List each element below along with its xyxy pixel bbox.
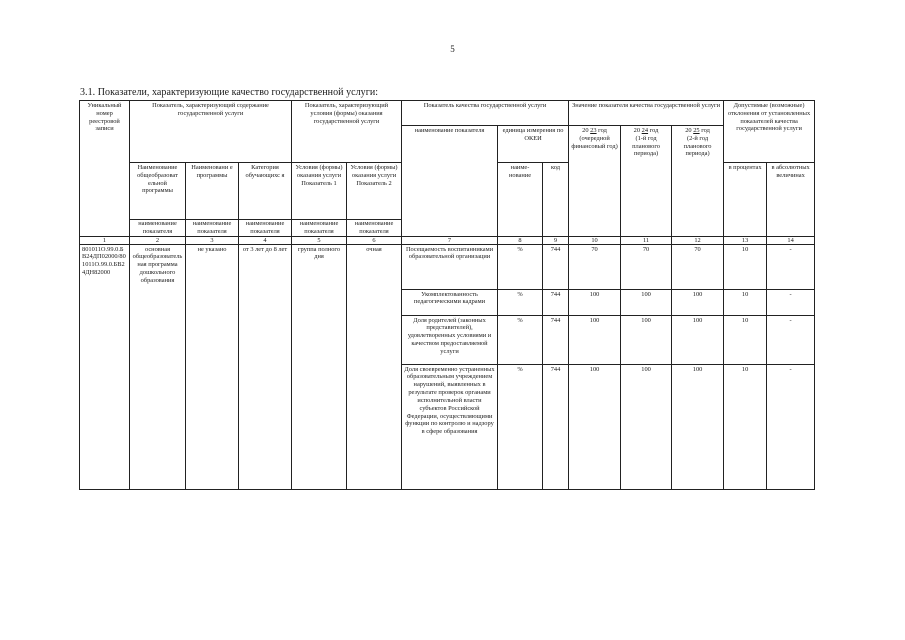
year-3-desc: (2-й год планового периода) bbox=[683, 134, 712, 158]
header-content-indicator: Показатель, характеризующий содержание государственной услуги bbox=[130, 101, 292, 163]
year-3-value: 25 bbox=[693, 127, 700, 134]
record-category: от 3 лет до 8 лет bbox=[239, 244, 292, 489]
year-1-value: 23 bbox=[590, 127, 597, 134]
column-number: 11 bbox=[621, 236, 672, 244]
header-unit-name: наиме- нование bbox=[498, 163, 543, 237]
indicator-code: 744 bbox=[543, 364, 569, 489]
column-number: 8 bbox=[498, 236, 543, 244]
header-unique-number: Уникальный номер реестровой записи bbox=[80, 101, 130, 237]
indicator-year-2: 100 bbox=[621, 364, 672, 489]
indicator-unit: % bbox=[498, 364, 543, 489]
section-title: 3.1. Показатели, характеризующие качество государственной услуги: bbox=[80, 87, 379, 98]
record-condition-2: очная bbox=[347, 244, 402, 489]
indicator-deviation-percent: 10 bbox=[724, 289, 767, 315]
header-name-of-indicator-3: наименование показателя bbox=[186, 220, 239, 237]
header-year-1 bbox=[569, 126, 621, 237]
header-deviation: Допустимые (возможные) отклонения от установленных показателей качества государственной услуги bbox=[724, 101, 815, 163]
indicator-name: Доля родителей (законных представителей), удовлетворенных условиями и качеством предоставляемой услуги bbox=[402, 315, 498, 364]
header-in-percent: в процентах bbox=[724, 163, 767, 237]
indicator-code: 744 bbox=[543, 289, 569, 315]
header-indicator-name: наименование показателя bbox=[402, 126, 498, 237]
record-unique-number: 801011О.99.0.БВ24ДП02000/801011О.99.0.БВ24ДН82000 bbox=[80, 244, 130, 489]
indicator-deviation-absolute: - bbox=[767, 364, 815, 489]
indicator-name: Доля своевременно устраненных образовательным учреждением нарушений, выявленных в результате проверок органами исполнительной власти субъектов Российской Федерации, осуществляющими функции по контролю и надзору в сфере образования bbox=[402, 364, 498, 489]
indicator-code: 744 bbox=[543, 315, 569, 364]
quality-indicators-table bbox=[79, 100, 815, 490]
year-1-prefix: 20 bbox=[582, 127, 589, 134]
header-row-1 bbox=[80, 101, 815, 126]
indicator-year-3: 70 bbox=[672, 244, 724, 289]
header-condition-indicator: Показатель, характеризующий условия (формы) оказания государственной услуги bbox=[292, 101, 402, 163]
record-program-type: не указано bbox=[186, 244, 239, 489]
indicator-unit: % bbox=[498, 244, 543, 289]
indicator-year-3: 100 bbox=[672, 315, 724, 364]
record-condition-1: группа полного дня bbox=[292, 244, 347, 489]
indicator-year-2: 70 bbox=[621, 244, 672, 289]
header-quality-value: Значение показателя качества государственной услуги bbox=[569, 101, 724, 126]
indicator-unit: % bbox=[498, 315, 543, 364]
indicator-year-1: 70 bbox=[569, 244, 621, 289]
column-number: 3 bbox=[186, 236, 239, 244]
header-in-absolute: в абсолютных величинах bbox=[767, 163, 815, 237]
header-program-name: Наименование общеобразоват ельной программы bbox=[130, 163, 186, 220]
indicator-code: 744 bbox=[543, 244, 569, 289]
year-1-desc: (очередной финансовый год) bbox=[571, 134, 618, 150]
indicator-name: Укомплектованность педагогическими кадрами bbox=[402, 289, 498, 315]
header-name-of-indicator-4: наименование показателя bbox=[239, 220, 292, 237]
column-number: 4 bbox=[239, 236, 292, 244]
column-number: 1 bbox=[80, 236, 130, 244]
indicator-year-1: 100 bbox=[569, 289, 621, 315]
column-number: 9 bbox=[543, 236, 569, 244]
page-number: 5 bbox=[450, 44, 455, 54]
header-program-type: Наименовани е программы bbox=[186, 163, 239, 220]
record-program: основная общеобразовательная программа дошкольного образования bbox=[130, 244, 186, 489]
year-2-suffix: год bbox=[649, 127, 659, 134]
indicator-deviation-absolute: - bbox=[767, 315, 815, 364]
indicator-year-1: 100 bbox=[569, 364, 621, 489]
header-quality-indicator: Показатель качества государственной услуги bbox=[402, 101, 569, 126]
header-category: Категория обучающихс я bbox=[239, 163, 292, 220]
column-number: 14 bbox=[767, 236, 815, 244]
indicator-deviation-percent: 10 bbox=[724, 315, 767, 364]
header-condition-2: Условия (формы) оказания услуги Показатель 2 bbox=[347, 163, 402, 220]
table-row bbox=[80, 244, 815, 289]
header-year-2 bbox=[621, 126, 672, 237]
indicator-deviation-percent: 10 bbox=[724, 364, 767, 489]
column-number: 2 bbox=[130, 236, 186, 244]
indicator-year-2: 100 bbox=[621, 289, 672, 315]
header-name-of-indicator-6: наименование показателя bbox=[347, 220, 402, 237]
column-number: 6 bbox=[347, 236, 402, 244]
column-number: 5 bbox=[292, 236, 347, 244]
year-2-desc: (1-й год планового периода) bbox=[632, 134, 660, 158]
indicator-deviation-absolute: - bbox=[767, 289, 815, 315]
indicator-name: Посещаемость воспитанниками образовательной организации bbox=[402, 244, 498, 289]
header-unit-code: код bbox=[543, 163, 569, 237]
indicator-year-1: 100 bbox=[569, 315, 621, 364]
column-number: 13 bbox=[724, 236, 767, 244]
column-number: 10 bbox=[569, 236, 621, 244]
column-number: 7 bbox=[402, 236, 498, 244]
header-name-of-indicator-2: наименование показателя bbox=[130, 220, 186, 237]
column-number-row bbox=[80, 236, 815, 244]
indicator-year-3: 100 bbox=[672, 289, 724, 315]
year-2-value: 24 bbox=[641, 127, 649, 134]
indicator-deviation-percent: 10 bbox=[724, 244, 767, 289]
indicator-deviation-absolute: - bbox=[767, 244, 815, 289]
header-condition-1: Условия (формы) оказания услуги Показатель 1 bbox=[292, 163, 347, 220]
header-year-3 bbox=[672, 126, 724, 237]
header-name-of-indicator-5: наименование показателя bbox=[292, 220, 347, 237]
indicator-year-3: 100 bbox=[672, 364, 724, 489]
year-3-prefix: 20 bbox=[685, 127, 692, 134]
year-3-suffix: год bbox=[701, 127, 710, 134]
column-number: 12 bbox=[672, 236, 724, 244]
year-2-prefix: 20 bbox=[633, 127, 641, 134]
indicator-unit: % bbox=[498, 289, 543, 315]
header-unit: единица измерения по ОКЕИ bbox=[498, 126, 569, 163]
year-1-suffix: год bbox=[598, 127, 607, 134]
indicator-year-2: 100 bbox=[621, 315, 672, 364]
